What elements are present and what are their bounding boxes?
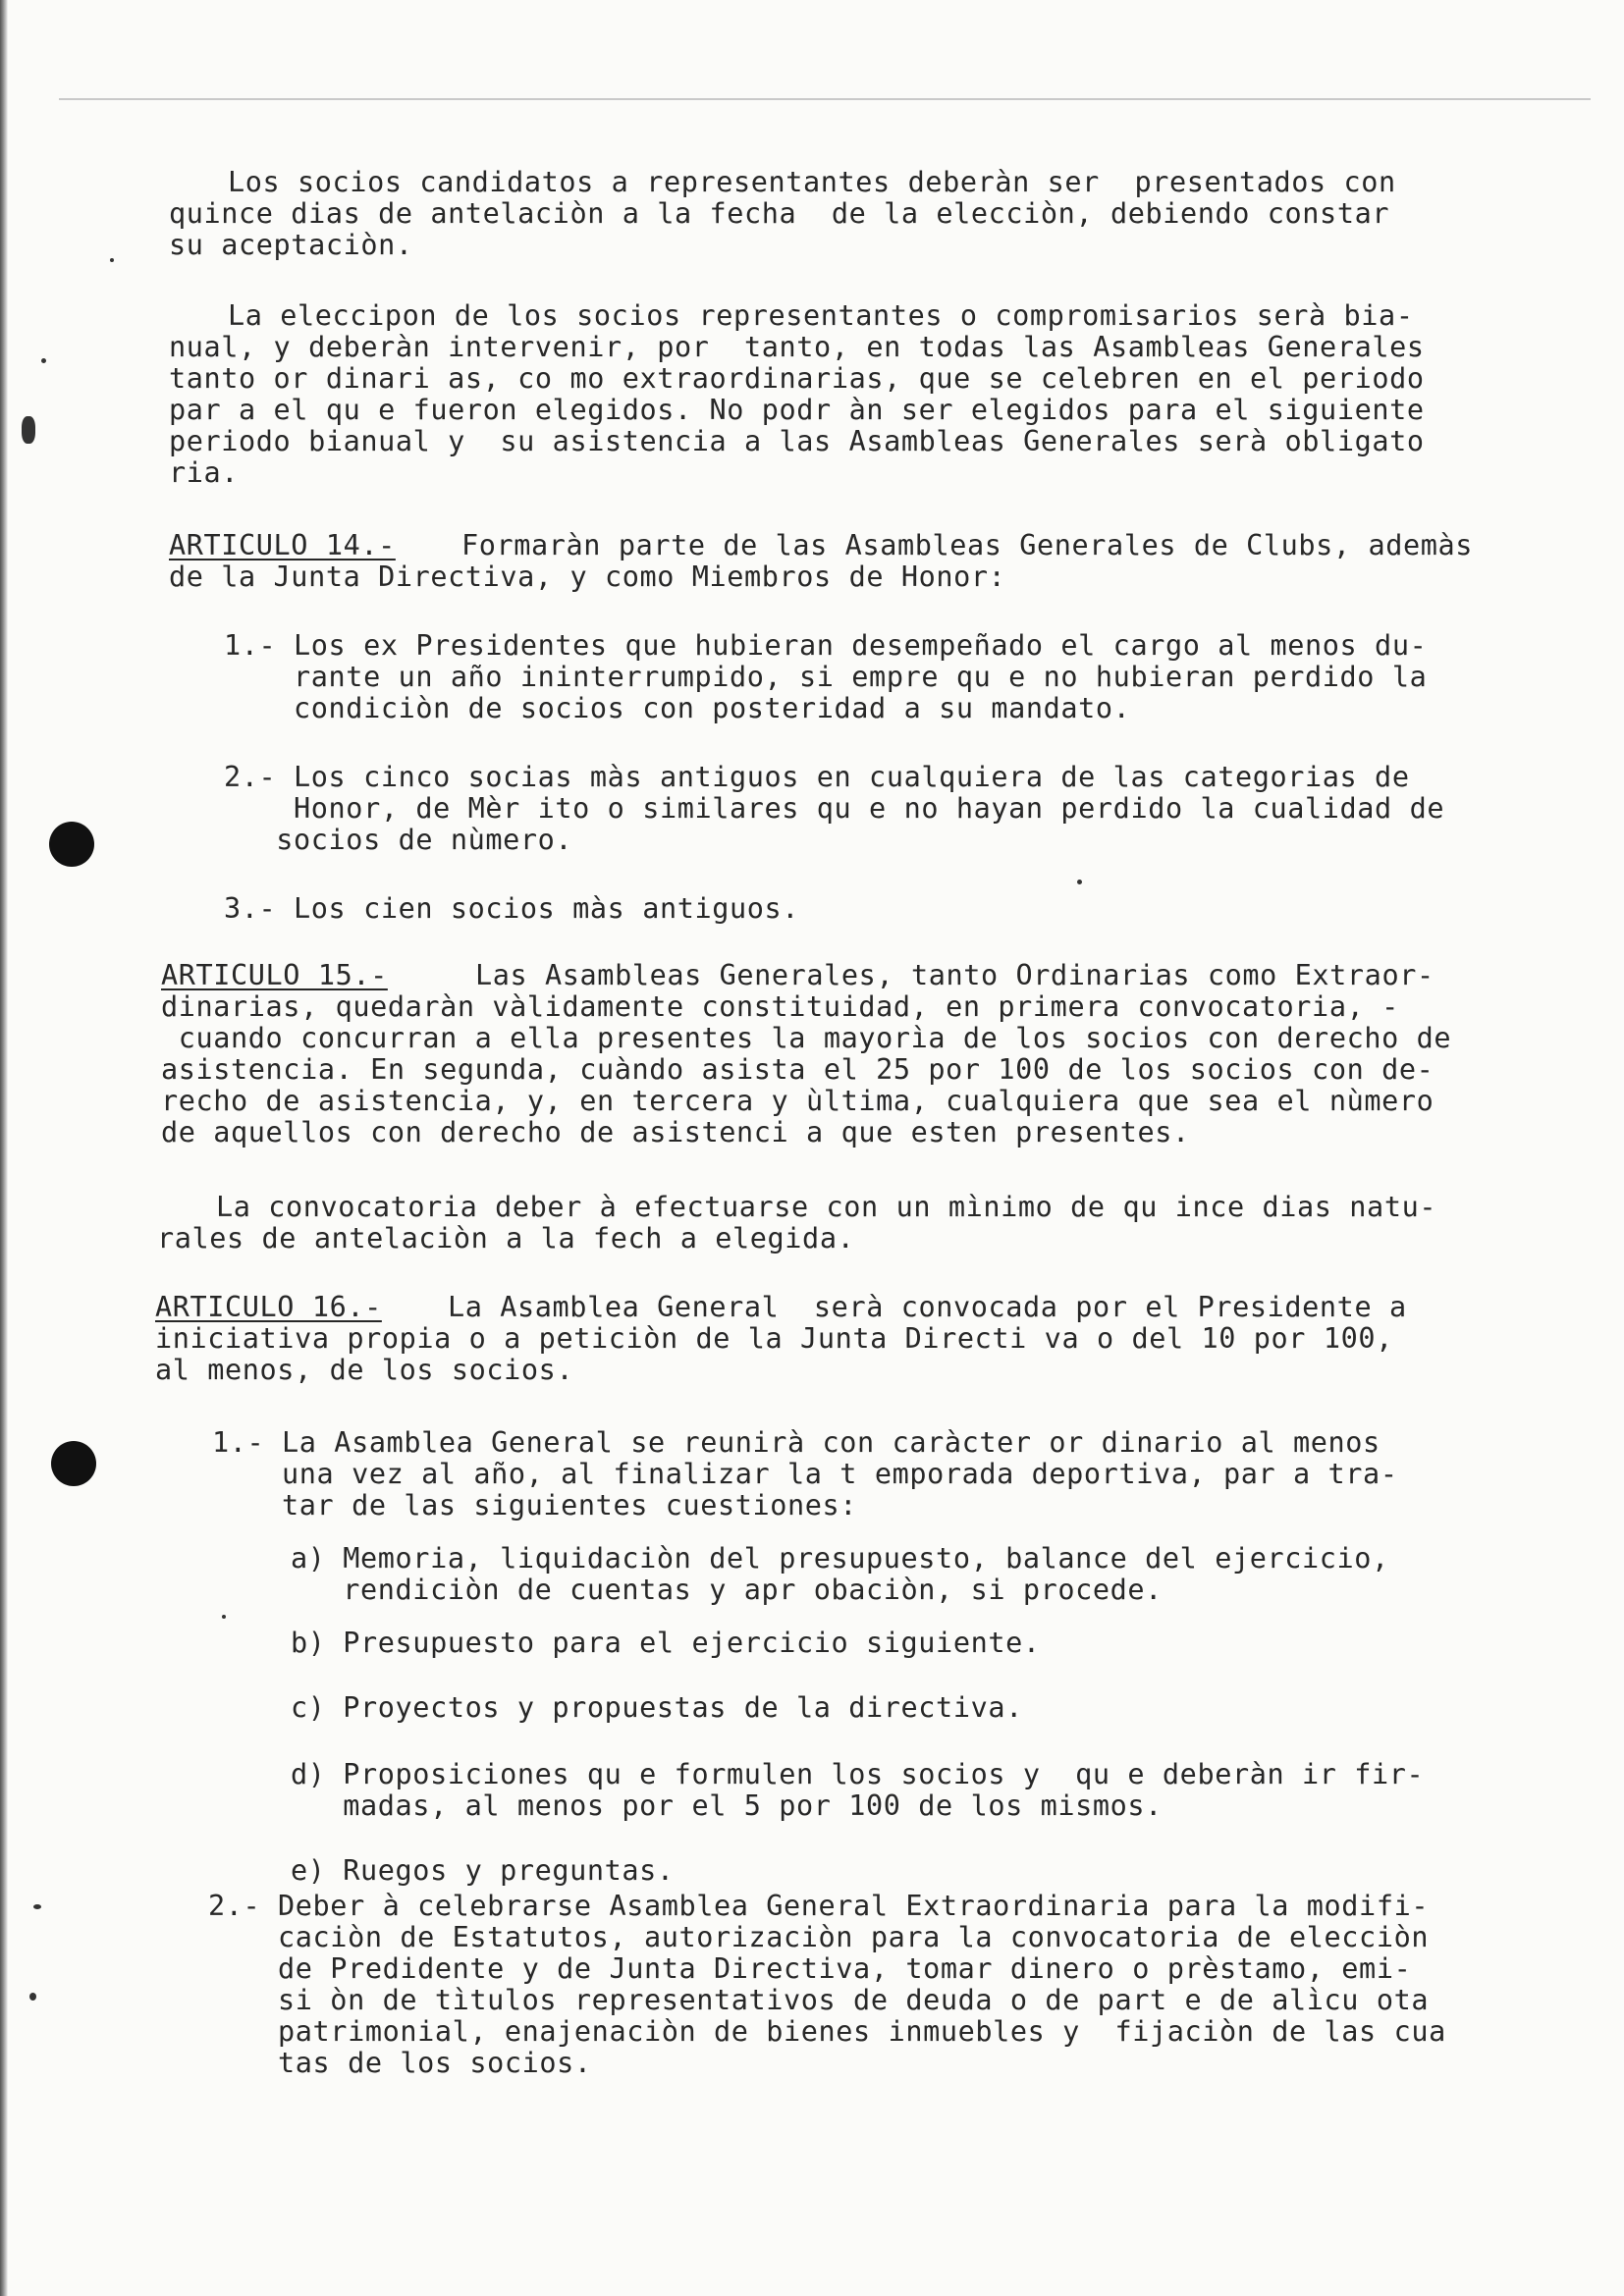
speck	[41, 358, 46, 363]
para-eleccion-line-6: ria.	[169, 456, 240, 489]
ink-blot	[22, 416, 35, 444]
article-16-item-2-line-4: si òn de tìtulos representativos de deuda o de part e de alìcu ota	[208, 1984, 1430, 2016]
article-16-item-2-line-5: patrimonial, enajenaciòn de bienes inmuebles y fijaciòn de las cua	[208, 2015, 1446, 2048]
article-16-line-3: al menos, de los socios.	[155, 1354, 574, 1386]
article-14-intro-line-1: Formaràn parte de las Asambleas Generales de Clubs, ademàs	[461, 529, 1473, 561]
punch-hole-top	[49, 822, 94, 867]
article-14-item-3: 3.- Los cien socios màs antiguos.	[224, 892, 800, 925]
article-15-heading: ARTICULO 15.-	[161, 959, 388, 991]
article-16-item-2-line-2: caciòn de Estatutos, autorizaciòn para la convocatoria de elecciòn	[208, 1921, 1430, 1953]
article-16-sub-b: b) Presupuesto para el ejercicio siguiente.	[291, 1627, 1041, 1659]
para-candidatos-line-1: Los socios candidatos a representantes deberàn ser presentados con	[228, 166, 1396, 198]
article-16-heading: ARTICULO 16.-	[155, 1291, 382, 1323]
article-15-convocatoria-line-1: La convocatoria deber à efectuarse con un mìnimo de qu ince dias natu-	[216, 1191, 1437, 1223]
page-edge-shadow	[0, 0, 8, 2296]
article-16-sub-d-line-1: d) Proposiciones qu e formulen los socios y qu e deberàn ir fir-	[291, 1758, 1425, 1790]
para-eleccion-line-4: par a el qu e fueron elegidos. No podr àn ser elegidos para el siguiente	[169, 394, 1425, 426]
article-16-item-2-line-6: tas de los socios.	[208, 2047, 592, 2079]
article-15-line-1: Las Asambleas Generales, tanto Ordinarias como Extraor-	[475, 959, 1435, 991]
article-16-sub-e: e) Ruegos y preguntas.	[291, 1854, 675, 1887]
para-eleccion-line-2: nual, y deberàn intervenir, por tanto, en todas las Asambleas Generales	[169, 331, 1425, 363]
article-15-line-2: dinarias, quedaràn vàlidamente constituidad, en primera convocatoria, -	[161, 990, 1399, 1023]
article-15-line-3: cuando concurran a ella presentes la mayorìa de los socios con derecho de	[161, 1022, 1452, 1054]
article-16-item-1-line-2: una vez al año, al finalizar la t emporada deportiva, par a tra-	[212, 1458, 1398, 1490]
top-rule	[59, 98, 1591, 100]
article-14-intro-line-2: de la Junta Directiva, y como Miembros de Honor:	[169, 561, 1006, 593]
article-16-sub-d-line-2: madas, al menos por el 5 por 100 de los mismos.	[291, 1789, 1163, 1822]
article-14-item-1-line-1: 1.- Los ex Presidentes que hubieran desempeñado el cargo al menos du-	[224, 629, 1428, 662]
speck	[110, 258, 114, 262]
article-16-sub-a-line-1: a) Memoria, liquidaciòn del presupuesto, balance del ejercicio,	[291, 1542, 1389, 1575]
article-15-line-6: de aquellos con derecho de asistenci a que esten presentes.	[161, 1116, 1190, 1148]
para-candidatos-line-2: quince dias de antelaciòn a la fecha de la elecciòn, debiendo constar	[169, 197, 1390, 230]
article-14-item-2-line-1: 2.- Los cinco socias màs antiguos en cualquiera de las categorias de	[224, 761, 1410, 793]
speck	[222, 1615, 226, 1619]
article-15-convocatoria-line-2: rales de antelaciòn a la fech a elegida.	[157, 1222, 855, 1255]
speck	[29, 1993, 36, 2001]
article-16-sub-a-line-2: rendiciòn de cuentas y apr obaciòn, si procede.	[291, 1574, 1163, 1606]
para-candidatos-line-3: su aceptaciòn.	[169, 229, 413, 261]
article-16-line-2: iniciativa propia o a peticiòn de la Junta Directi va o del 10 por 100,	[155, 1322, 1393, 1355]
article-16-item-1-line-1: 1.- La Asamblea General se reunirà con caràcter or dinario al menos	[212, 1426, 1380, 1459]
article-14-heading: ARTICULO 14.-	[169, 529, 396, 561]
speck	[1077, 880, 1082, 884]
punch-hole-bottom	[51, 1441, 96, 1486]
speck	[33, 1904, 41, 1909]
article-16-item-1-line-3: tar de las siguientes cuestiones:	[212, 1489, 858, 1522]
article-15-line-4: asistencia. En segunda, cuàndo asista el 25 por 100 de los socios con de-	[161, 1053, 1435, 1086]
para-eleccion-line-1: La eleccipon de los socios representantes o compromisarios serà bia-	[228, 299, 1414, 332]
article-14-item-1-line-3: condiciòn de socios con posteridad a su mandato.	[224, 692, 1131, 724]
article-14-item-2-line-2: Honor, de Mèr ito o similares qu e no hayan perdido la cualidad de	[224, 792, 1445, 825]
article-16-line-1: La Asamblea General serà convocada por el Presidente a	[448, 1291, 1407, 1323]
article-15-line-5: recho de asistencia, y, en tercera y ùltima, cualquiera que sea el nùmero	[161, 1085, 1435, 1117]
article-14-item-2-line-3: socios de nùmero.	[224, 824, 573, 856]
para-eleccion-line-3: tanto or dinari as, co mo extraordinarias, que se celebren en el periodo	[169, 362, 1425, 395]
article-16-item-2-line-3: de Predidente y de Junta Directiva, tomar dinero o prèstamo, emi-	[208, 1952, 1412, 1985]
para-eleccion-line-5: periodo bianual y su asistencia a las Asambleas Generales serà obligato	[169, 425, 1425, 457]
article-16-sub-c: c) Proyectos y propuestas de la directiva.	[291, 1691, 1023, 1724]
article-14-item-1-line-2: rante un año ininterrumpido, si empre qu e no hubieran perdido la	[224, 661, 1428, 693]
article-16-item-2-line-1: 2.- Deber à celebrarse Asamblea General Extraordinaria para la modifi-	[208, 1890, 1430, 1922]
